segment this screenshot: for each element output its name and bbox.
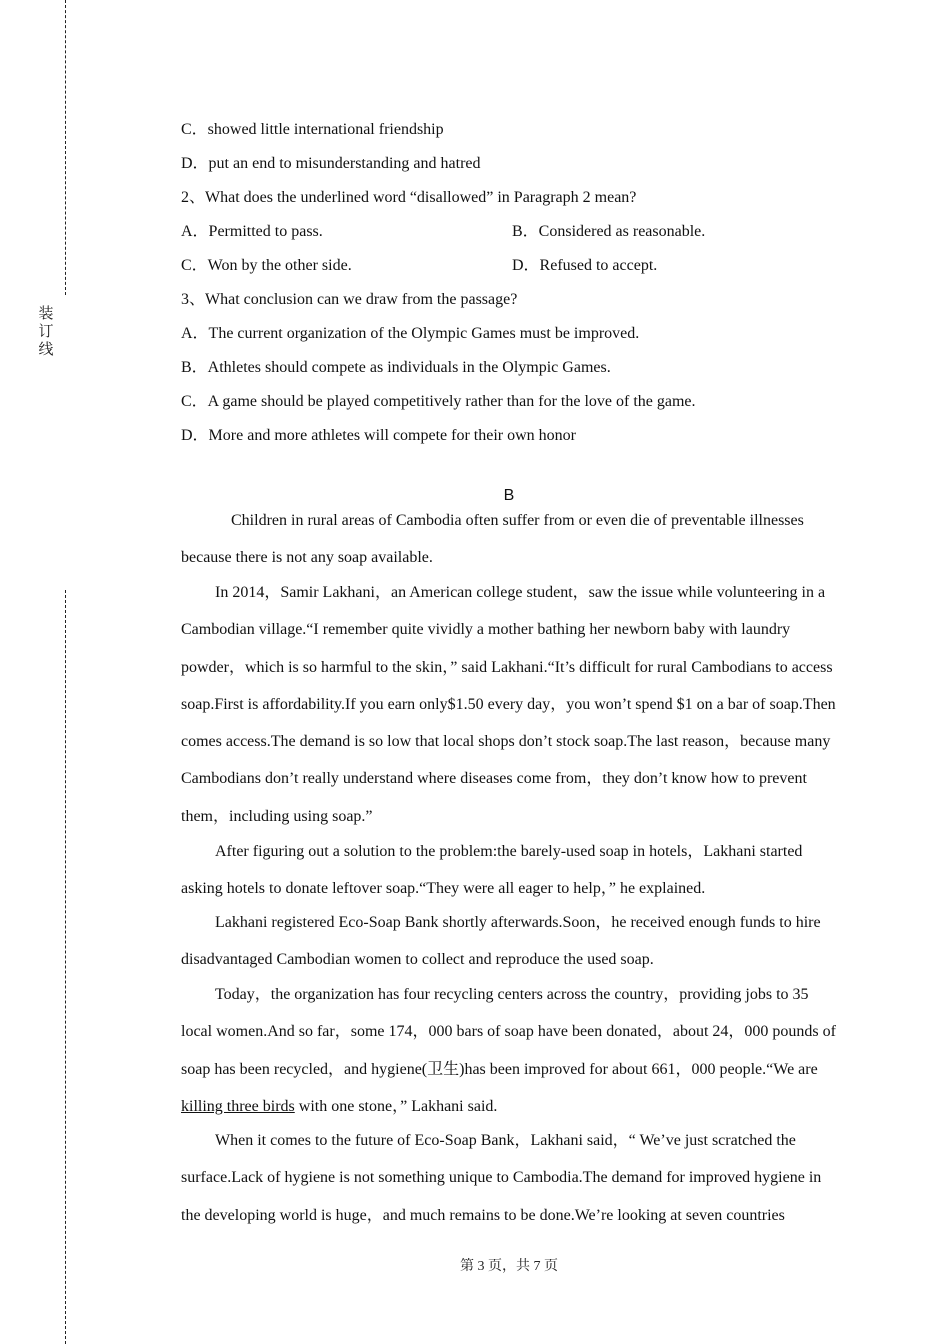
q2-option-c: C．Won by the other side.	[181, 257, 352, 274]
q2-option-b: B．Considered as reasonable.	[512, 223, 706, 240]
binding-line-bottom	[65, 590, 66, 1344]
passage-paragraph-2: In 2014，Samir Lakhani，an American college student，saw the issue while volunteering in a Cambodian village.“I remember quite vividly a mother bathing her newborn baby with laundry powder，which is so harmful to the skin，” said Lakhani.“It’s difficult for rural Cambodians to access soap.First is affordability.If you earn only$1.50 every day，you won’t spend $1 on a bar of soap.Then comes access.The demand is so low that local shops don’t stock soap.The last reason，because many Cambodians don’t really understand where diseases come from，they don’t know how to prevent them，including using soap.”	[181, 584, 836, 825]
section-heading: B	[503, 487, 515, 504]
page-footer: 第 3 页，共 7 页	[460, 1259, 558, 1274]
binding-char-3: 线	[38, 340, 54, 358]
q1-option-d: D．put an end to misunderstanding and hatred	[181, 155, 481, 172]
p5-text-before: Today，the organization has four recycling centers across the country，providing jobs to 35 local women.And so far，some 174，000 bars of soap have been donated，about 24，000 pounds of soap has been recycled，and hygiene(卫生)has been improved for about 661，000 people.“We are	[181, 986, 836, 1078]
passage-paragraph-3: After figuring out a solution to the problem:the barely-used soap in hotels，Lakhani started asking hotels to donate leftover soap.“They were all eager to help，” he explained.	[181, 843, 803, 898]
q3-option-a: A．The current organization of the Olympic Games must be improved.	[181, 325, 640, 342]
q3-option-c: C．A game should be played competitively rather than for the love of the game.	[181, 393, 696, 410]
passage-paragraph-1: Children in rural areas of Cambodia often suffer from or even die of preventable illnesses because there is not any soap available.	[181, 512, 804, 567]
p5-text-after: with one stone，” Lakhani said.	[294, 1097, 498, 1115]
passage-paragraph-5	[181, 976, 841, 1125]
q1-option-c: C．showed little international friendship	[181, 121, 444, 138]
binding-char-1: 装	[38, 304, 54, 322]
q3-question: 3、What conclusion can we draw from the passage?	[181, 291, 518, 308]
passage-paragraph-6: When it comes to the future of Eco-Soap Bank，Lakhani said，“ We’ve just scratched the surface.Lack of hygiene is not something unique to Cambodia.The demand for improved hygiene in the developing world is huge，and much remains to be done.We’re looking at seven countries	[181, 1132, 822, 1224]
q3-option-d: D．More and more athletes will compete for their own honor	[181, 427, 577, 444]
q2-question: 2、What does the underlined word “disallowed” in Paragraph 2 mean?	[181, 189, 637, 206]
binding-label	[36, 304, 56, 358]
q2-option-d: D．Refused to accept.	[512, 257, 658, 274]
passage-paragraph-4: Lakhani registered Eco-Soap Bank shortly afterwards.Soon，he received enough funds to hire disadvantaged Cambodian women to collect and reproduce the used soap.	[181, 914, 821, 969]
underlined-phrase: killing three birds	[181, 1097, 295, 1115]
q3-option-b: B．Athletes should compete as individuals in the Olympic Games.	[181, 359, 611, 376]
binding-char-2: 订	[38, 322, 54, 340]
q2-option-a: A．Permitted to pass.	[181, 223, 323, 240]
binding-line-top	[65, 0, 66, 295]
